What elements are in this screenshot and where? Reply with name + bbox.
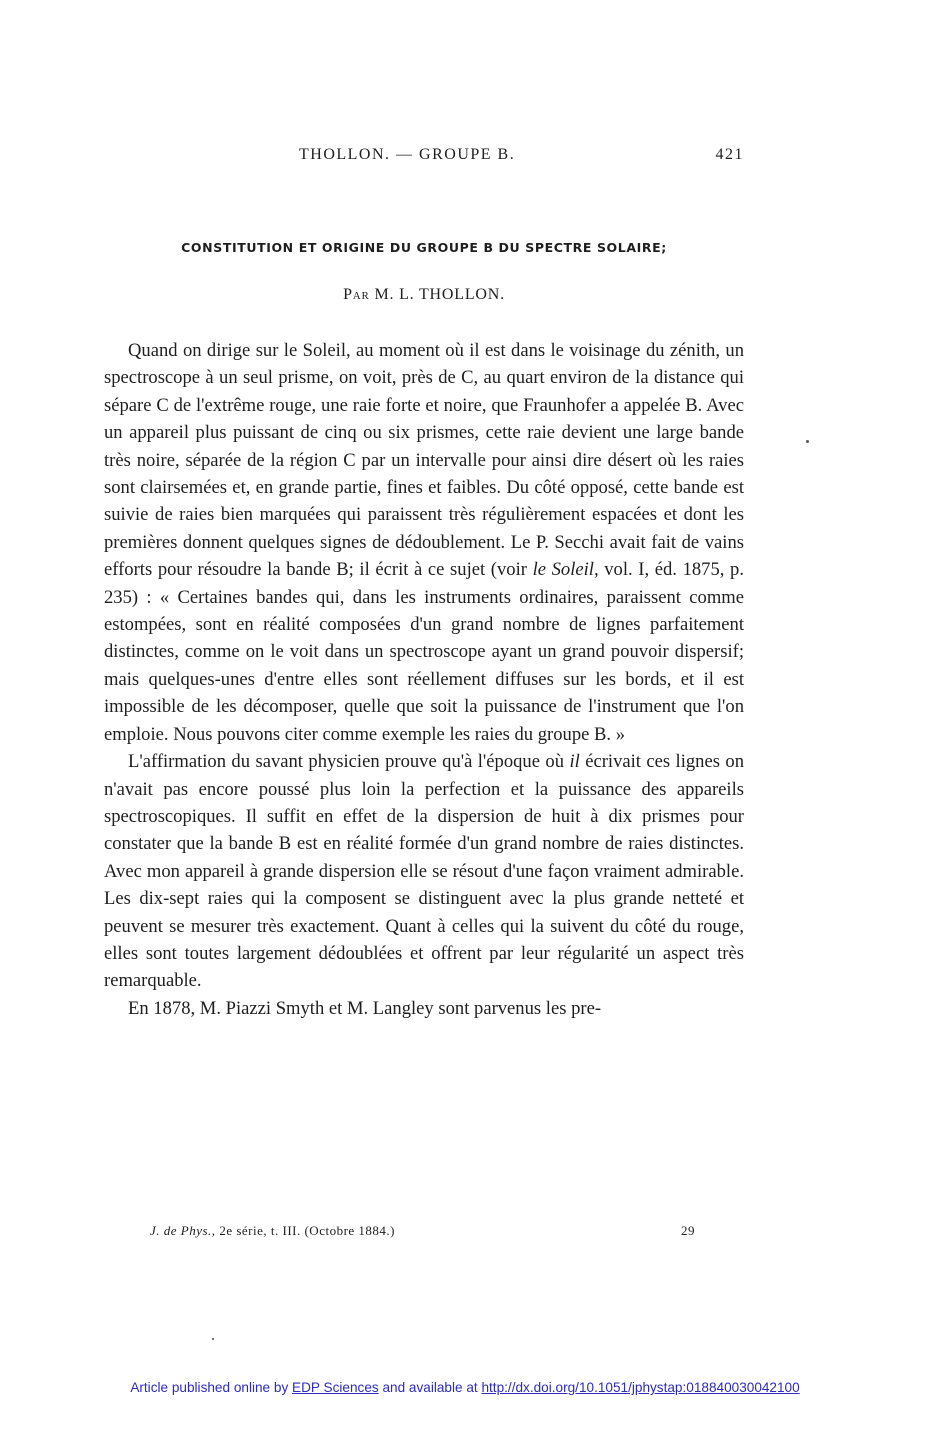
italic-word: il — [569, 751, 580, 773]
page-footer — [150, 1223, 695, 1243]
author-name: M. L. THOLLON. — [374, 286, 505, 303]
paragraph-1-part-a: Quand on dirige sur le Soleil, au moment où il est dans le voisinage du zénith, un spectroscope à un seul prisme, on voit, près de C, au quart environ de la distance qui sépare C de l'extrême rouge, une raie forte et noire, que Fraunhofer a appelée B. Avec un appareil plus puissant de cinq ou six prismes, cette raie devient une large bande très noire, séparée de la région C par un intervalle pour ainsi dire désert où les raies sont clairsemées et, en grande partie, fines et faibles. Du côté opposé, cette bande est suivie de raies bien marquées qui paraissent très régulièrement espacées et dont les premières donnent quelques signes de dédoublement. Le P. Secchi avait fait de vains efforts pour résoudre la bande B; il écrit à ce sujet (voir — [104, 340, 744, 581]
paragraph-2-part-a: L'affirmation du savant physicien prouve qu'à l'époque où — [128, 751, 570, 773]
reference-title: le Soleil, — [532, 559, 599, 581]
print-speck — [806, 440, 809, 443]
publisher-prefix: Article published online by — [130, 1380, 293, 1395]
journal-citation: 2e série, t. III. (Octobre 1884.) — [215, 1223, 395, 1238]
publisher-link[interactable]: EDP Sciences — [292, 1380, 379, 1395]
article-title: CONSTITUTION ET ORIGINE DU GROUPE B DU SPECTRE SOLAIRE; — [181, 240, 667, 255]
doi-link[interactable]: http://dx.doi.org/10.1051/jphystap:018840030042100 — [481, 1380, 800, 1395]
sheet-number: 29 — [681, 1223, 695, 1238]
publisher-middle: and available at — [378, 1380, 482, 1395]
print-speck-small — [212, 1338, 214, 1340]
paragraph-2 — [104, 748, 744, 995]
paragraph-2-part-b: écrivait ces lignes on n'avait pas encore poussé plus loin la perfection et la puissance des appareils spectroscopiques. Il suffit en effet de la dispersion de huit à dix prismes pour constater que la bande B est en réalité formée d'un grand nombre de raies distinctes. Avec mon appareil à grande dispersion elle se résout d'une façon vraiment admirable. Les dix-sept raies qui la composent se distinguent avec la plus grande netteté et peuvent se mesurer très exactement. Quant à celles qui la suivent du côté du rouge, elles sont toutes largement dédoublées et offrent par leur régularité un aspect très remarquable. — [104, 751, 744, 992]
journal-abbrev: J. de Phys., — [150, 1223, 216, 1238]
page-number: 421 — [715, 146, 744, 163]
running-title: THOLLON. — GROUPE B. — [299, 146, 516, 163]
body-text — [104, 337, 744, 1022]
paragraph-1 — [104, 337, 744, 748]
running-head — [104, 146, 744, 168]
paragraph-1-part-b: vol. I, éd. 1875, p. 235) : « Certaines bandes qui, dans les instruments ordinaires, paraissent comme estompées, sont en réalité composées d'un grand nombre de lignes parfaitement distinctes, comme on le voit dans un spectroscope ayant un grand pouvoir dispersif; mais quelques-unes d'entre elles sont réellement diffuses sur les bords, et il est impossible de les décomposer, quelle que soit la puissance de l'instrument que l'on emploie. Nous pouvons citer comme exemple les raies du groupe B. » — [104, 559, 744, 745]
paragraph-3: En 1878, M. Piazzi Smyth et M. Langley sont parvenus les pre- — [128, 997, 602, 1019]
author-line — [104, 286, 744, 304]
author-prefix: Par — [343, 286, 370, 303]
publisher-notice — [0, 1380, 930, 1395]
